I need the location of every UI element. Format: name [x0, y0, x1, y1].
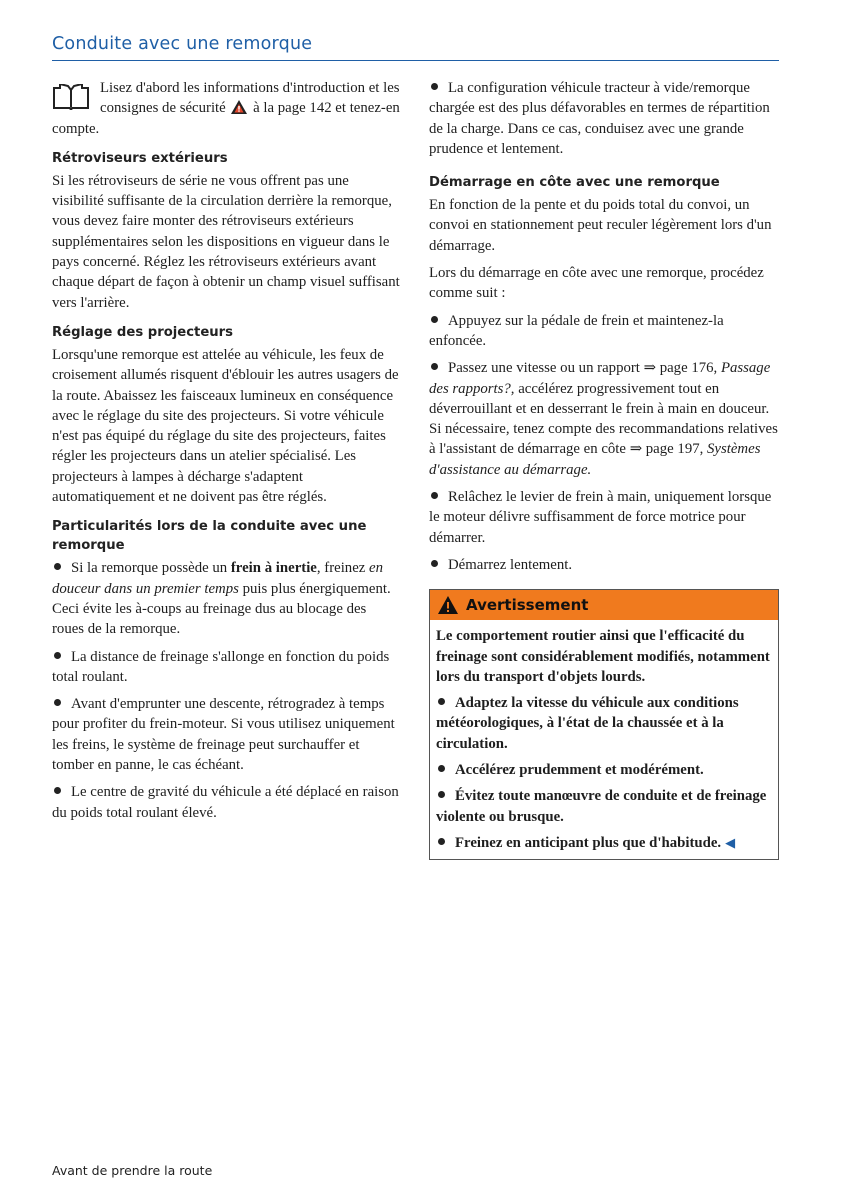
- bullet-text: Si la remorque possède un: [71, 560, 228, 577]
- list-item: [52, 782, 402, 823]
- bullet-text: Démarrez lentement.: [448, 556, 573, 573]
- list-item: [436, 693, 772, 754]
- bullet-text: Avant d'emprunter une descente, rétrogradez à temps pour profiter du frein-moteur. Si vous utilisez uniquement les freins, le système de freinage peut surchauffer et tomber en panne, le cas échéant.: [52, 696, 395, 774]
- warning-triangle-icon: [438, 596, 458, 614]
- list-item: [429, 311, 779, 352]
- end-arrow-icon: ◀: [725, 834, 736, 850]
- list-item: [52, 694, 402, 775]
- bullet-dot: [438, 698, 445, 705]
- projecteurs-text: Lorsqu'une remorque est attelée au véhicule, les feux de croisement allumés risquent d'éblouir les autres usagers de la route. Abaissez les faisceaux lumineux en conséquence avec le réglage du site des projecteurs. Si votre véhicule n'est pas équipé du réglage du site des projecteurs, faites régler les projecteurs dans un atelier spécialisé. Les projecteurs à lampes à décharge s'adaptent automatiquement et ne doivent pas être réglés.: [52, 346, 399, 506]
- heading-demarrage: Démarrage en côte avec une remorque: [429, 175, 720, 191]
- bullet-dot: [431, 560, 438, 567]
- bullet-dot: [431, 363, 438, 370]
- bullet-dot: [438, 791, 445, 798]
- italic-term: en douceur dans un premier temps: [52, 560, 384, 597]
- list-item: [52, 558, 402, 639]
- warning-item-text: Adaptez la vitesse du véhicule aux conditions météorologiques, à l'état de la chaussée et à la circulation.: [436, 695, 739, 752]
- bullet-text: puis plus énergiquement. Ceci évite les à-coups au freinage dus au blocage des roues de la remorque.: [52, 580, 391, 638]
- list-item: [436, 760, 772, 780]
- title-rule: [52, 60, 779, 61]
- list-item: [436, 786, 772, 827]
- demarrage-p1: En fonction de la pente et du poids total du convoi, un convoi en stationnement peut reculer légèrement lors d'un démarrage.: [429, 197, 772, 254]
- warning-lead: Le comportement routier ainsi que l'efficacité du freinage sont considérablement modifiés, notamment lors du transport d'objets lourds.: [436, 628, 770, 685]
- intro-text-after: à la page 142 et tenez-en compte.: [52, 100, 400, 137]
- bullet-text: Appuyez sur la pédale de frein et maintenez-la enfoncée.: [429, 312, 724, 349]
- list-item: [429, 78, 779, 159]
- bullet-dot: [431, 83, 438, 90]
- list-item: [429, 358, 779, 480]
- bullet-dot: [54, 787, 61, 794]
- warning-title: Avertissement: [466, 596, 589, 615]
- italic-link[interactable]: Passage des rapports?,: [429, 360, 771, 397]
- demarrage-p2: Lors du démarrage en côte avec une remorque, procédez comme suit :: [429, 265, 764, 302]
- warning-item-text: Freinez en anticipant plus que d'habitude.: [455, 834, 722, 851]
- left-column: [52, 78, 402, 823]
- bullet-dot: [438, 765, 445, 772]
- bullet-dot: [54, 699, 61, 706]
- bullet-text: Passez une vitesse ou un rapport ⇒ page 176,: [448, 360, 718, 377]
- italic-link[interactable]: Systèmes d'assistance au démarrage.: [429, 441, 761, 478]
- bullet-text: Relâchez le levier de frein à main, uniquement lorsque le moteur délivre suffisamment de force motrice pour démarrer.: [429, 489, 772, 546]
- list-item: [436, 833, 772, 853]
- warning-body: [430, 620, 778, 859]
- bullet-text: , freinez: [316, 560, 366, 577]
- bullet-text: accélérez progressivement tout en déverrouillant et en desserrant le frein à main en douceur. Si nécessaire, tenez compte des recommandations relatives à l'assistant de démarrage en côte ⇒ page 197,: [429, 380, 778, 458]
- bullet-dot: [431, 316, 438, 323]
- bullet-text: La configuration véhicule tracteur à vide/remorque chargée est des plus défavorables en termes de répartition de la charge. Dans ce cas, conduisez avec une grande prudence et lentement.: [429, 80, 770, 157]
- warning-box: [429, 589, 779, 860]
- bullet-dot: [54, 652, 61, 659]
- intro-paragraph: [52, 78, 402, 139]
- right-column: [429, 78, 779, 860]
- list-item: [52, 647, 402, 688]
- heading-retroviseurs: Rétroviseurs extérieurs: [52, 150, 228, 166]
- bullet-text: Le centre de gravité du véhicule a été déplacé en raison du poids total roulant élevé.: [52, 784, 399, 821]
- warning-triangle-icon: [231, 100, 247, 114]
- warning-item-text: Évitez toute manœuvre de conduite et de freinage violente ou brusque.: [436, 788, 767, 825]
- book-icon: [52, 84, 90, 110]
- bullet-dot: [438, 838, 445, 845]
- page-footer: Avant de prendre la route: [52, 1163, 213, 1178]
- bullet-dot: [431, 492, 438, 499]
- retroviseurs-text: Si les rétroviseurs de série ne vous offrent pas une visibilité suffisante de la circulation derrière la remorque, vous devez faire monter des rétroviseurs extérieurs supplémentaires selon les dispositions en vigueur dans le pays concerné. Réglez les rétroviseurs extérieurs avant chaque départ de façon à obtenir un champ visuel suffisant vers l'arrière.: [52, 172, 400, 311]
- warning-header: [430, 590, 778, 620]
- warning-item-text: Accélérez prudemment et modérément.: [455, 762, 704, 779]
- bullet-dot: [54, 563, 61, 570]
- bold-term: frein à inertie: [230, 560, 317, 577]
- heading-particularites: Particularités lors de la conduite avec une remorque: [52, 519, 367, 554]
- page-title: Conduite avec une remorque: [52, 34, 313, 54]
- list-item: [429, 487, 779, 548]
- list-item: [429, 555, 779, 575]
- intro-text-before: Lisez d'abord les informations d'introduction et les consignes de sécurité: [100, 80, 400, 117]
- heading-projecteurs: Réglage des projecteurs: [52, 324, 234, 340]
- bullet-text: La distance de freinage s'allonge en fonction du poids total roulant.: [52, 648, 390, 685]
